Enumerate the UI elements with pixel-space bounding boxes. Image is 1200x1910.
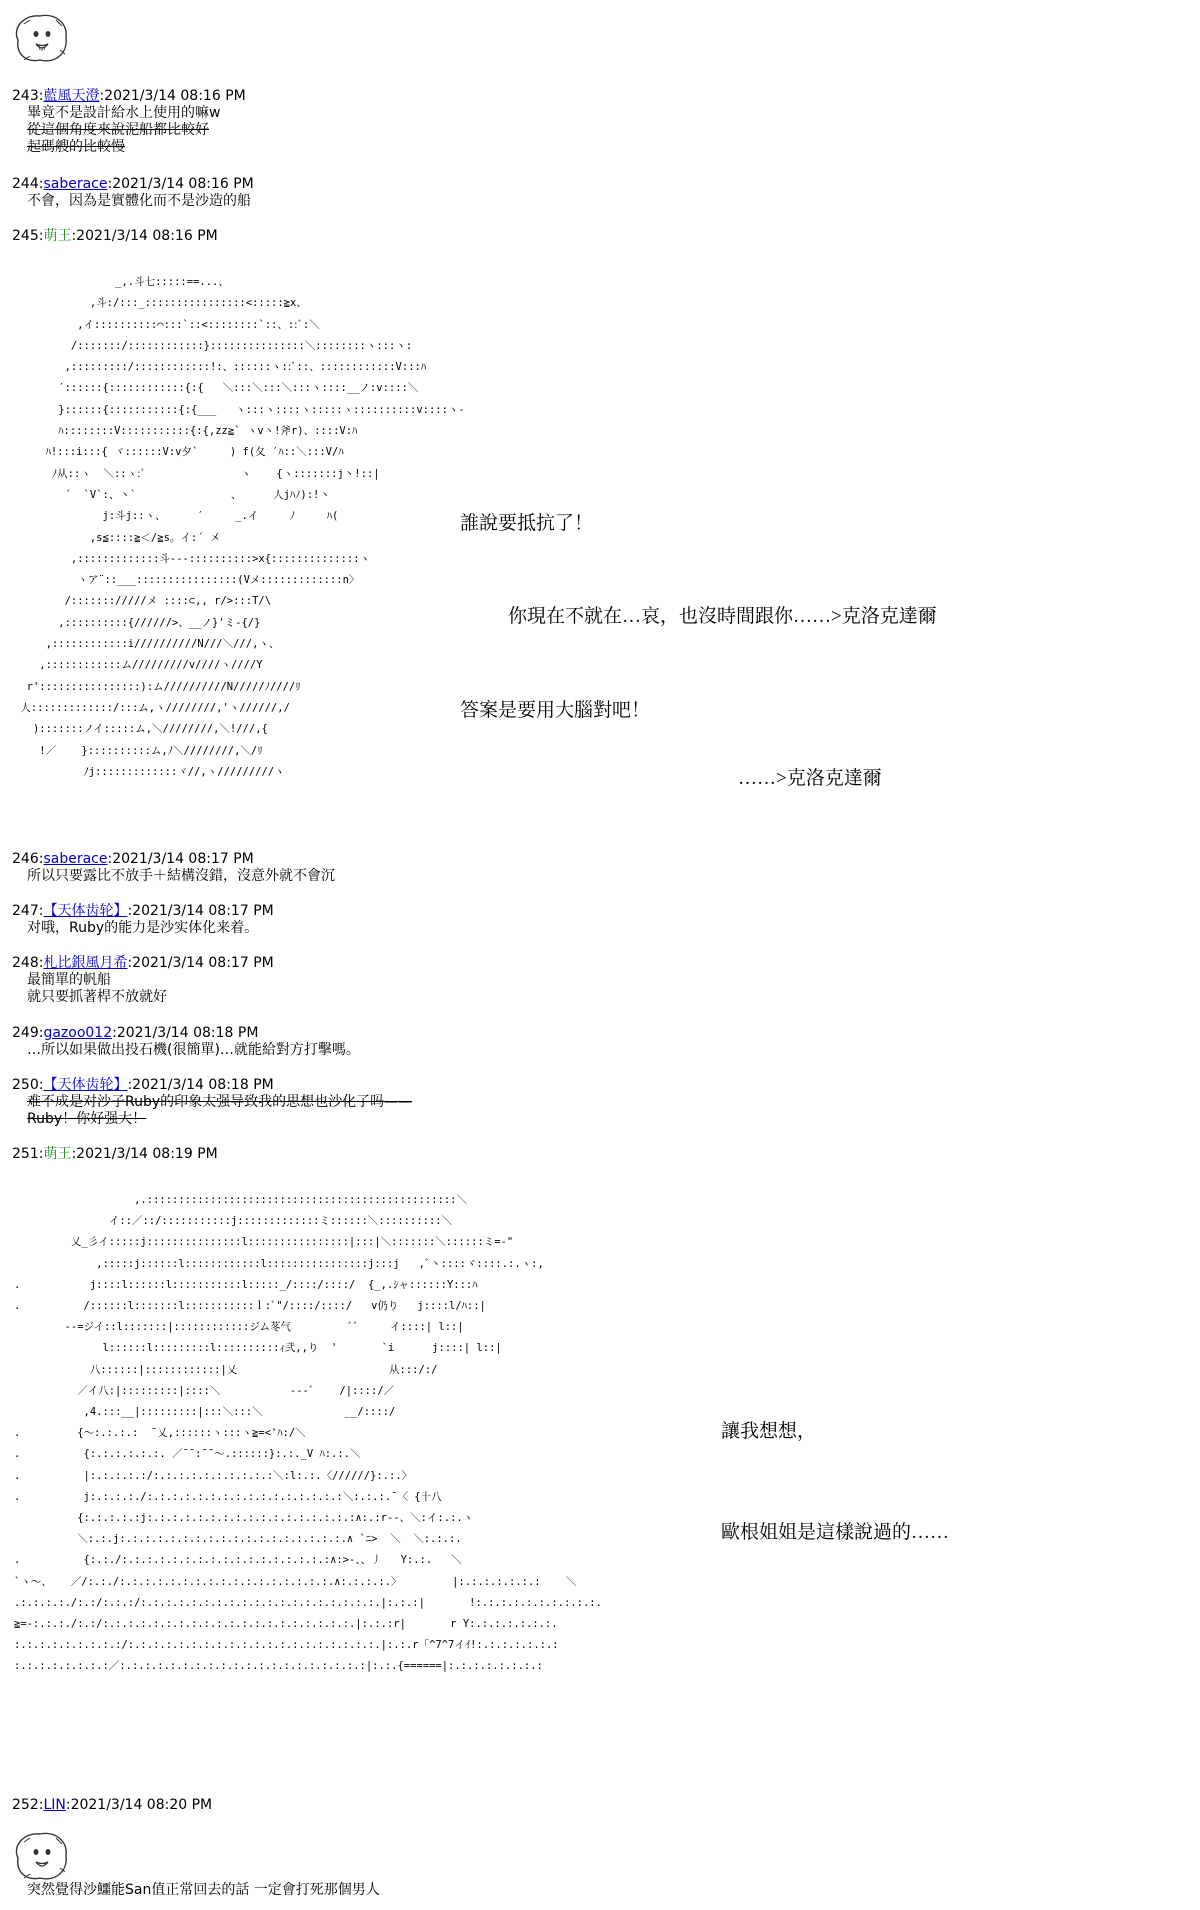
post-247 — [12, 903, 274, 937]
post-250 — [12, 1077, 412, 1128]
post-252 — [12, 1797, 212, 1814]
post-line-struck: 难不成是对沙子Ruby的印象太强导致我的思想也沙化了吗—— — [27, 1094, 413, 1110]
speech-line: 答案是要用大腦對吧！ — [460, 700, 651, 721]
speech-line: 讓我想想， — [721, 1421, 817, 1442]
post-header: 246:saberace:2021/3/14 08:17 PM — [12, 851, 254, 867]
face-avatar-icon — [10, 1828, 74, 1884]
post-header: 249:gazoo012:2021/3/14 08:18 PM — [12, 1025, 259, 1041]
post-header: 243:藍風天澄:2021/3/14 08:16 PM — [12, 88, 246, 104]
post-244 — [12, 176, 254, 210]
post-header: 251:萌王:2021/3/14 08:19 PM — [12, 1146, 218, 1162]
poster-name-link[interactable]: saberace — [43, 176, 108, 192]
speech-line: 誰說要抵抗了！ — [460, 513, 594, 534]
poster-name-link[interactable]: 【天体齿轮】 — [43, 1077, 128, 1093]
ascii-art-251: ,.:::::::::::::::::::::::::::::::::::::::::::::::::＼ イ::／::/:::::::::::j:::::::::::::ミ::::::＼::::::::::＼ 乂_彡イ:::::j:::::::::::::::l::::::::::::::::|:::|＼:::::::＼::::::ミ=-" ,:::::j::::::l::::::::::::l::::::::::::::::j:::j ,ﾞ丶::::ヾ::::.:.ヽ:, . j::::l::::::l:::::::::::l:::::_/::::/::::/ {_,.ｼャ::::::Y:::ﾊ . /::::::l:::::::l:::::::::::ｌ:ﾞ"/::::/::::/ v仍り j::::l/ﾊ::| --=ジイ::l:::::::|::::::::::::ジム苳气 ﾞﾞ イ::::| l::| l::::::l:::::::::l::::::::::ｨ弐,,り ' `i j::::| l::| 八::::::|::::::::::::|乂 从:::/:/ ／イ八:|:::::::::|::::＼ ---ﾞ /|::::/／ ,4.:::__|:::::::::|:::＼:::＼ __/::::/ . {〜:.:.:.: ¯乂,::::::ヽ:::ヽ≧=<'ﾊ:/＼ . {:.:.:.:.:.:. ／¯¯:¯¯〜.::::::}:.:._V ﾊ:.:.＼ . |:.:.:.:.:/:.:.:.:.:.:.:.:.:.:＼:l:.:.〈//////}:.:.〉 . j:.:.:.:./:.:.:.:.:.:.:.:.:.:.:.:.:.:.:.:＼:.:.:.¯〈 {十八 {:.:.:.:.:j:.:.:.:.:.:.:.:.:.:.:.:.:.:.:.:.:∧:.:r--、＼:イ:.:.ヽ ＼:.:.j:.:.:.:.:.:.:.:.:.:.:.:.:.:.:.:.:.:.∧ `ﾆ> ＼ ＼:.:.:. . {:.:./:.:.:.:.:.:.:.:.:.:.:.:.:.:.:.:.:∧:>-、、丿 Y:.:. ＼ `ヽ〜、 ／/:.:./:.:.:.:.:.:.:.:.:.:.:.:.:.:.:.:.:.∧:.:.:.:.〉 |:.:.:.:.:.:.: ＼ .:.:.:.:./:.:/:.:.:/:.:.:.:.:.:.:.:.:.:.:.:.:.:.:.:.:.:.:.|:.:.:| !:.:.:.:.:.:.:.:.:.:. ≧=-:.:.:./:.:/:.:.:.:.:.:.:.:.:.:.:.:.:.:.:.:.:.:.:.:.|:.:.:r| r Y:.:.:.:.:.:.:. :.:.:.:.:.:.:.:.:/:.:.:.:.:.:.:.:.:.:.:.:.:.:.:.:.:.:.:.:.|:.:.r「^7^7イｲ!:.:.:.:.:.:.: :.:.:.:.:.:.:.:／:.:.:.:.:.:.:.:.:.:.:.:.:.:.:.:.:.:.:.:|:.:.{======|:.:.:.:.:.:.:.: — [14, 1194, 602, 1673]
post-line-struck: 從這個角度來說泥船都比較好 — [27, 122, 209, 138]
speech-line: 歐根姐姐是這樣說過的…… — [721, 1522, 950, 1543]
poster-name: 萌王 — [43, 1146, 72, 1162]
poster-name-link[interactable]: saberace — [43, 851, 108, 867]
poster-name-link[interactable]: LIN — [43, 1797, 66, 1813]
post-line: …所以如果做出投石機(很簡單)…就能給對方打擊嗎。 — [27, 1042, 360, 1058]
post-line: 就只要抓著桿不放就好 — [27, 989, 167, 1005]
speech-line: ……>克洛克達爾 — [738, 768, 882, 789]
poster-name-link[interactable]: 【天体齿轮】 — [43, 903, 128, 919]
face-avatar-icon — [10, 10, 74, 66]
speech-line: 你現在不就在…哀，也沒時間跟你……>克洛克達爾 — [508, 606, 937, 627]
post-249 — [12, 1025, 360, 1059]
post-248 — [12, 955, 274, 1006]
poster-name: 萌王 — [43, 228, 72, 244]
post-line: 最簡單的帆船 — [27, 972, 111, 988]
post-header: 250:【天体齿轮】:2021/3/14 08:18 PM — [12, 1077, 274, 1093]
post-line: 所以只要露比不放手＋結構沒錯，沒意外就不會沉 — [27, 868, 335, 884]
poster-name-link[interactable]: gazoo012 — [43, 1025, 113, 1041]
post-243 — [12, 88, 246, 156]
post-header: 245:萌王:2021/3/14 08:16 PM — [12, 228, 218, 244]
post-header: 244:saberace:2021/3/14 08:16 PM — [12, 176, 254, 192]
post-246 — [12, 851, 335, 885]
post-line-struck: 起碼艘的比較慢 — [27, 139, 125, 155]
post-header: 252:LIN:2021/3/14 08:20 PM — [12, 1797, 213, 1813]
post-header: 248:札比銀風月希:2021/3/14 08:17 PM — [12, 955, 274, 971]
post-line: 突然覺得沙鱷能San值正常回去的話 一定會打死那個男人 — [27, 1882, 380, 1898]
poster-name-link[interactable]: 藍風天澄 — [43, 88, 100, 104]
post-line: 对哦，Ruby的能力是沙实体化来着。 — [27, 920, 259, 936]
post-header: 247:【天体齿轮】:2021/3/14 08:17 PM — [12, 903, 274, 919]
post-line-struck: Ruby！你好强大！ — [27, 1111, 147, 1127]
poster-name-link[interactable]: 札比銀風月希 — [43, 955, 128, 971]
post-line: 不會，因為是實體化而不是沙造的船 — [27, 193, 251, 209]
ascii-art-245: _,.斗七:::::==...、 ,斗:/:::_::::::::::::::::<:::::≧x、 ,イ::::::::::⌒:::`::<::::::::`::、::ﾞ:＼ /:::::::/::::::::::::}:::::::::::::::＼::::::::ヽ:::ヽ: ,:::::::::/::::::::::::!:、::::::ヽ::ﾞ::、::::::::::::V:::ﾊ ′::::::{::::::::::::{:{ ＼:::＼:::＼:::ヽ::::__ノ:v::::＼ }::::::{:::::::::::{:{___ ヽ:::ヽ::::ヽ:::::ヽ::::::::::v::::ヽ- ﾊ::::::::V:::::::::::{:{,zz≧` ヽv丶!斧r)、::::V:ﾊ ﾊ!:::i:::{ ヾ::::::V:v夕` ) f(夂 ′ﾊ::＼:::V/ﾊ ﾉ从::ヽ ＼::ヽ:ﾞ ヽ {ヽ:::::::j丶!::| ´ `V`:、丶` 、 人jﾊﾉ):!丶 j:斗j::ヽ、 ′ _.イ ﾉ ﾊ( ,s≦::::≧＜/≧s。イ:´ 㐅 ,:::::::::::::斗---::::::::::>x{::::::::::::::ヽ ヽア¨::___::::::::::::::::(Vメ:::::::::::::n〉 /::::::://///メ ::::⊂,, r/>:::T/\ ,::::::::::{//////>、__ノ}'ミ-{/} ,::::::::::::i//////////N///＼///,ヽ、 ,::::::::::::ム/////////v////ヽ////Y r'::::::::::::::::):ム//////////N/////ﾉ////ﾘ 人:::::::::::::/:::ム,ヽ////////,'ヽ//////,/ ):::::::ノイ:::::ム,＼////////,＼!///,{ !／ }::::::::::ム,ﾉ＼////////,＼/ﾘ ﾉj:::::::::::::ヾ//,ヽ/////////ヽ — [20, 276, 465, 778]
post-line: 畢竟不是設計給水上使用的嘛w — [27, 105, 221, 121]
post-245 — [12, 228, 218, 245]
post-251 — [12, 1146, 218, 1163]
post-252-body — [12, 1882, 380, 1899]
